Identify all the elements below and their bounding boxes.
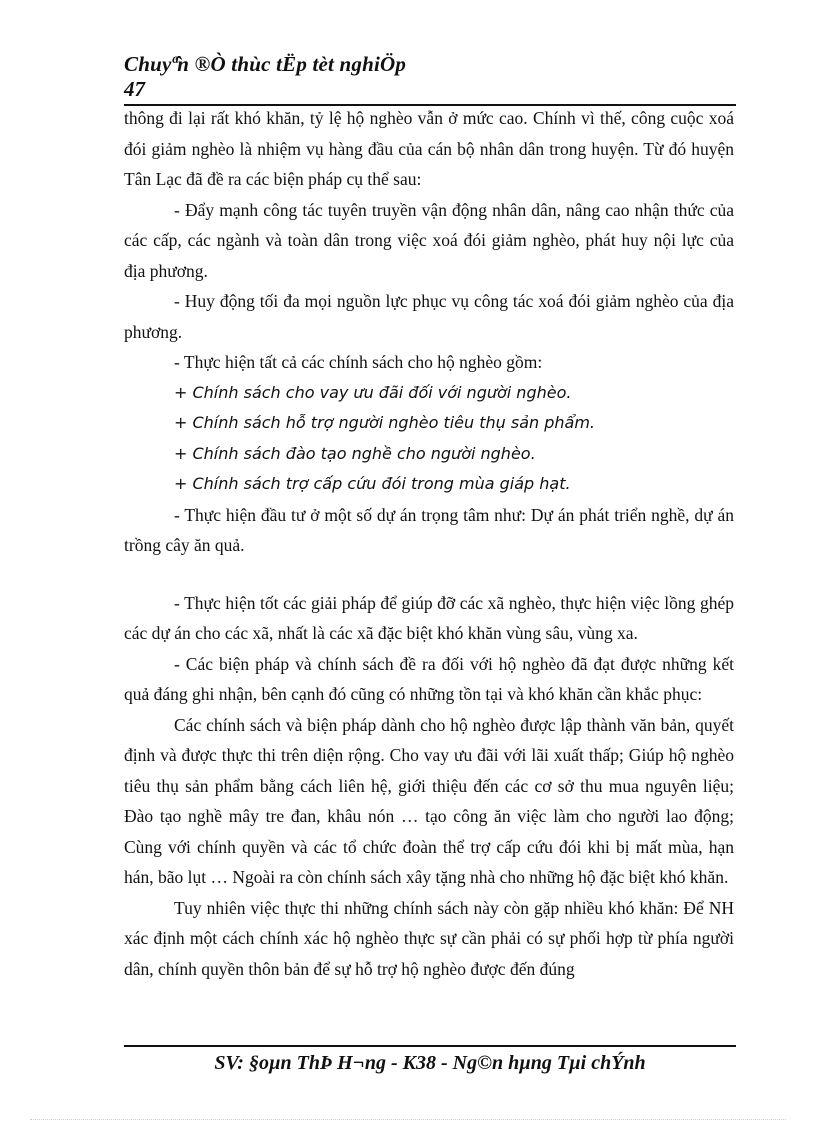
- paragraph-investment: - Thực hiện đầu tư ở một số dự án trọng tâm như: Dự án phát triển nghề, dự án trồng cây ăn quả.: [124, 504, 734, 555]
- policy-bullet-training: + Chính sách đào tạo nghề cho người nghèo.: [174, 443, 536, 463]
- paragraph-results: - Các biện pháp và chính sách đề ra đối với hộ nghèo đã đạt được những kết quả đáng ghi nhận, bên cạnh đó cũng có những tồn tại và khó khăn cần khắc phục:: [124, 653, 734, 704]
- paragraph-difficulties: Tuy nhiên việc thực thi những chính sách này còn gặp nhiều khó khăn: Để NH xác định một cách chính xác hộ nghèo thực sự cần phải có sự phối hợp từ phía người dân, chính quyền thôn bản để sự hỗ trợ hộ nghèo được đến đúng: [124, 897, 734, 979]
- footer-author: SV: §oµn ThÞ H¬ng - K38 - Ng©n hµng Tµi chÝnh: [214, 1052, 646, 1074]
- page-number: 47: [124, 77, 145, 101]
- paragraph-gap: [124, 561, 734, 588]
- policy-bullet-loans: + Chính sách cho vay ưu đãi đối với người nghèo.: [174, 382, 572, 402]
- header-title: Chuyª̂n ®Ò thùc tËp tèt nghiÖp: [124, 52, 407, 76]
- paragraph-policies: - Thực hiện tất cả các chính sách cho hộ nghèo gồm:: [174, 352, 543, 372]
- policy-bullet-products: + Chính sách hỗ trợ người nghèo tiêu thụ sản phẩm.: [174, 413, 596, 432]
- page-bottom-dotted-line: [30, 1119, 786, 1120]
- footer-divider: [124, 1045, 736, 1047]
- paragraph-propaganda: - Đẩy mạnh công tác tuyên truyền vận động nhân dân, nâng cao nhận thức của các cấp, các ngành và toàn dân trong việc xoá đói giảm nghèo, phát huy nội lực của địa phương.: [124, 199, 734, 281]
- policy-bullet-relief: + Chính sách trợ cấp cứu đói trong mùa giáp hạt.: [174, 474, 571, 493]
- paragraph-poor-communes: - Thực hiện tốt các giải pháp để giúp đỡ các xã nghèo, thực hiện việc lồng ghép các dự án cho các xã, nhất là các xã đặc biệt khó khăn vùng sâu, vùng xa.: [124, 592, 734, 643]
- paragraph-resources: - Huy động tối đa mọi nguồn lực phục vụ công tác xoá đói giảm nghèo của địa phương.: [124, 291, 734, 342]
- document-body: [124, 103, 734, 984]
- paragraph-implementation: Các chính sách và biện pháp dành cho hộ nghèo được lập thành văn bản, quyết định và được thực thi trên diện rộng. Cho vay ưu đãi với lãi xuất thấp; Giúp hộ nghèo tiêu thụ sản phẩm bằng cách liên hệ, giới thiệu đến các cơ sở thu mua nguyên liệu; Đào tạo nghề mây tre đan, khâu nón … tạo công ăn việc làm cho người lao động; Cùng với chính quyền và các tổ chức đoàn thể trợ cấp cứu đói khi bị mất mùa, hạn hán, bão lụt … Ngoài ra còn chính sách xây tặng nhà cho những hộ đặc biệt khó khăn.: [124, 714, 734, 887]
- paragraph-intro: thông đi lại rất khó khăn, tỷ lệ hộ nghèo vẫn ở mức cao. Chính vì thế, công cuộc xoá đói giảm nghèo là nhiệm vụ hàng đầu của cán bộ nhân dân trong huyện. Từ đó huyện Tân Lạc đã đề ra các biện pháp cụ thể sau:: [124, 108, 734, 189]
